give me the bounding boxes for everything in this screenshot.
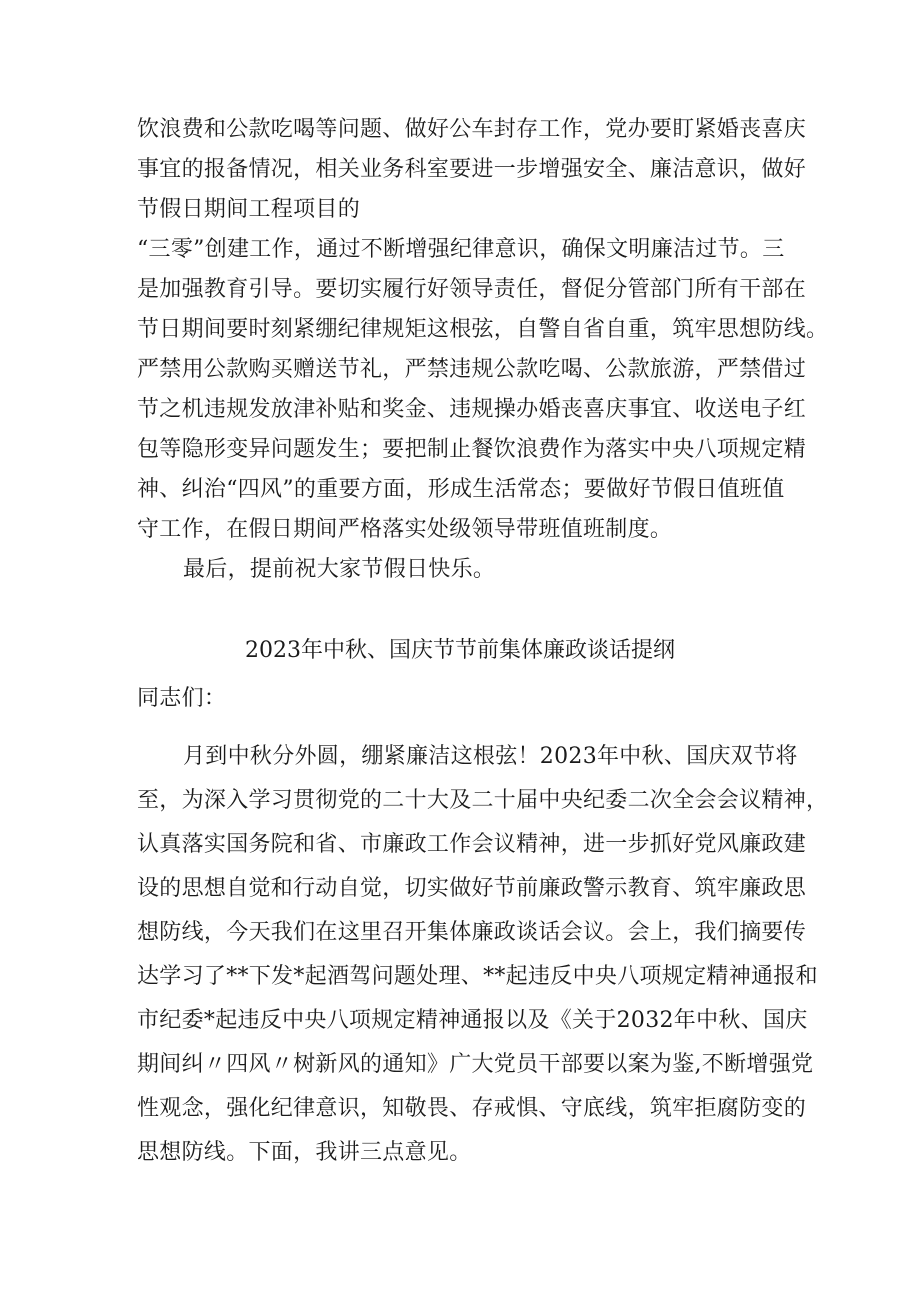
paragraph-line: 想防线，今天我们在这里召开集体廉政谈话会议。会上，我们摘要传 (137, 920, 807, 945)
paragraph-line: “三零”创建工作，通过不断增强纪律意识，确保文明廉洁过节。三 (137, 237, 785, 262)
paragraph-line: 思想防线。下面，我讲三点意见。 (137, 1140, 472, 1165)
paragraph-line: 市纪委*起违反中央八项规定精神通报以及《关于2032年中秋、国庆 (137, 1008, 808, 1033)
paragraph-line: 事宜的报备情况，相关业务科室要进一步增强安全、廉洁意识，做好 (137, 157, 807, 182)
paragraph-line: 守工作，在假日期间严格落实处级领导带班值班制度。 (137, 517, 673, 542)
salutation: 同志们： (137, 686, 227, 711)
closing-line: 最后，提前祝大家节假日快乐。 (183, 557, 496, 582)
paragraph-line: 节之机违规发放津补贴和奖金、违规操办婚丧喜庆事宜、收送电子红 (137, 397, 807, 422)
paragraph-line: 节假日期间工程项目的 (137, 197, 361, 222)
paragraph-line: 设的思想自觉和行动自觉，切实做好节前廉政警示教育、筑牢廉政思 (137, 876, 807, 901)
paragraph-line: 认真落实国务院和省、市廉政工作会议精神，进一步抓好党风廉政建 (137, 832, 807, 857)
paragraph-line: 节日期间要时刻紧绷纪律规矩这根弦，自警自省自重，筑牢思想防线。 (137, 317, 829, 342)
paragraph-line: 月到中秋分外圆，绷紧廉洁这根弦！2023年中秋、国庆双节将 (183, 744, 798, 769)
paragraph-line: 严禁用公款购买赠送节礼，严禁违规公款吃喝、公款旅游，严禁借过 (137, 357, 807, 382)
paragraph-line: 神、纠治“四风”的重要方面，形成生活常态；要做好节假日值班值 (137, 477, 785, 502)
paragraph-line: 期间纠〃四风〃树新风的通知》广大党员干部要以案为鉴,不断增强党 (137, 1052, 814, 1077)
paragraph-line: 是加强教育引导。要切实履行好领导责任，督促分管部门所有干部在 (137, 277, 807, 302)
document-title: 2023年中秋、国庆节节前集体廉政谈话提纲 (245, 638, 675, 663)
paragraph-line: 性观念，强化纪律意识，知敬畏、存戒惧、守底线，筑牢拒腐防变的 (137, 1096, 807, 1121)
paragraph-line: 达学习了**下发*起酒驾问题处理、**起违反中央八项规定精神通报和 (137, 964, 818, 989)
paragraph-line: 包等隐形变异问题发生；要把制止餐饮浪费作为落实中央八项规定精 (137, 437, 807, 462)
paragraph-line: 至，为深入学习贯彻党的二十大及二十届中央纪委二次全会会议精神， (137, 788, 829, 813)
paragraph-line: 饮浪费和公款吃喝等问题、做好公车封存工作，党办要盯紧婚丧喜庆 (137, 117, 807, 142)
